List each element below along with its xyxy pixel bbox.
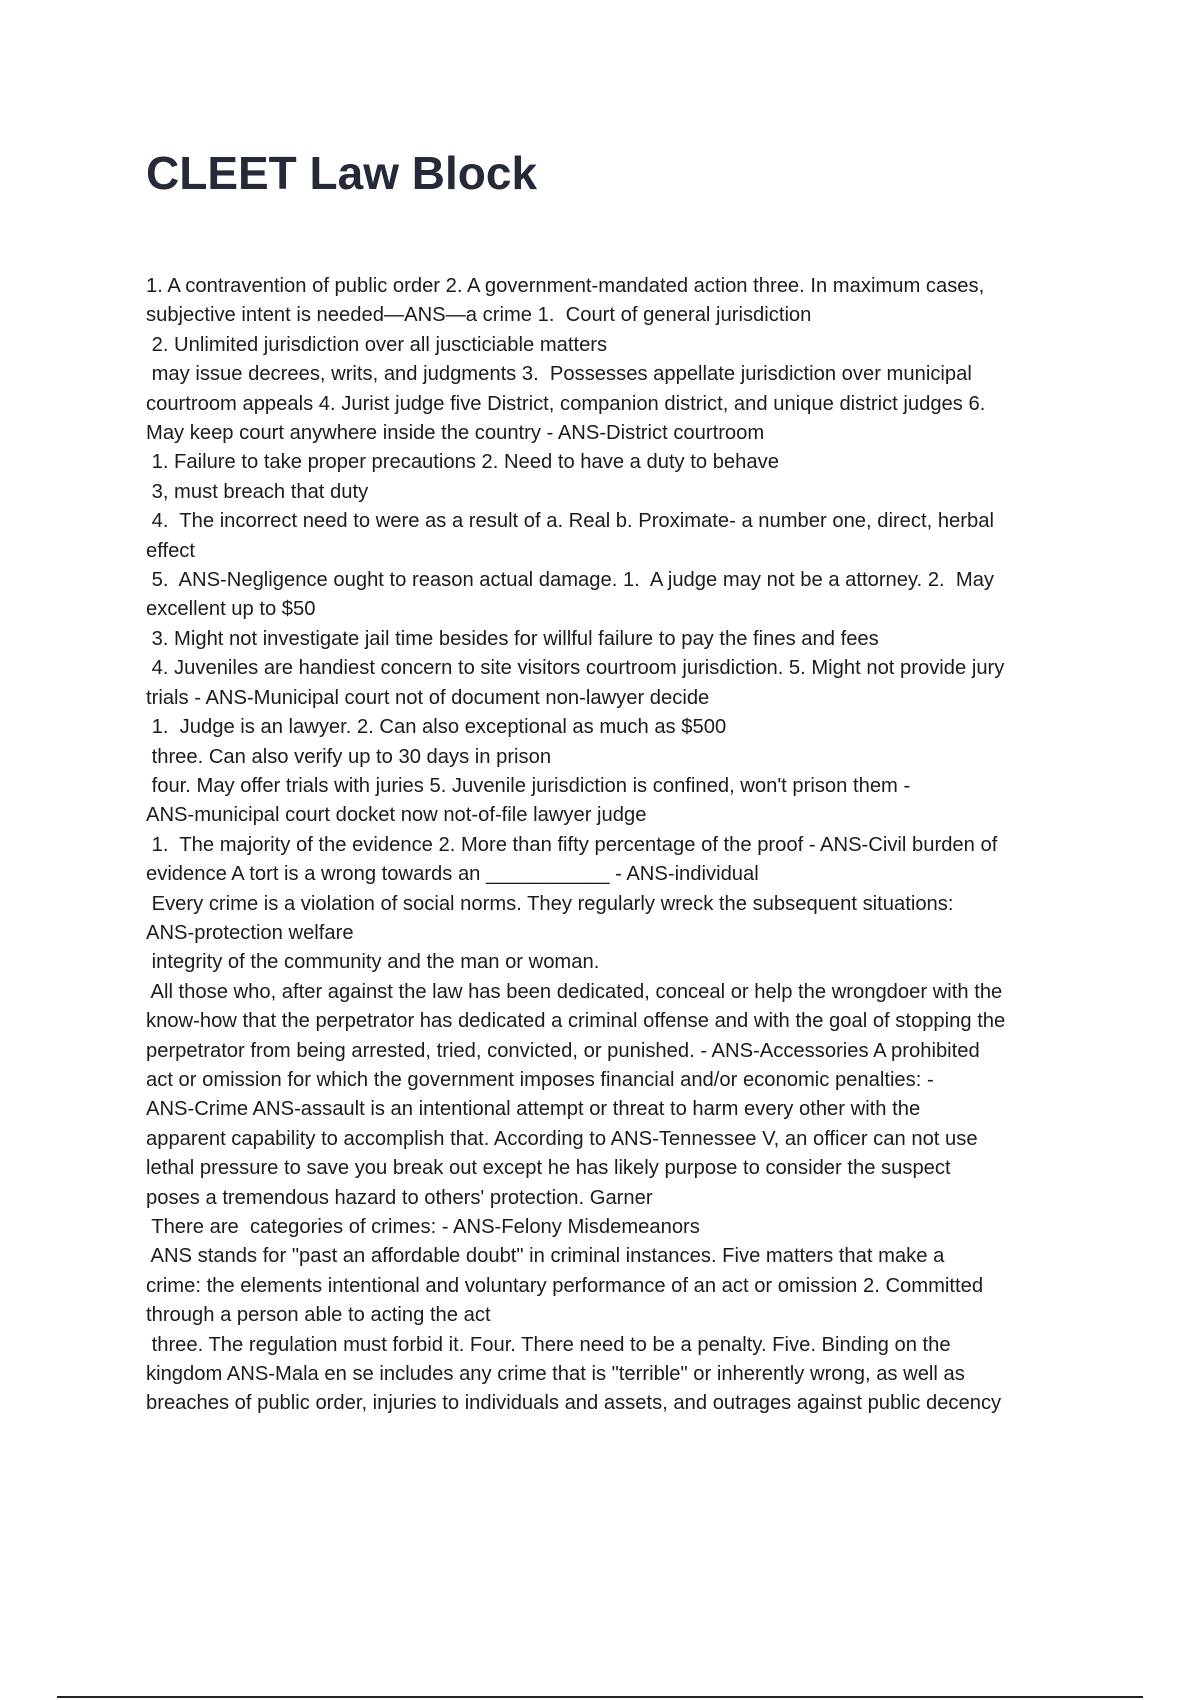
text-line: four. May offer trials with juries 5. Juvenile jurisdiction is confined, won't prison them - bbox=[146, 774, 911, 797]
document-body bbox=[146, 272, 1092, 1419]
text-line: All those who, after against the law has been dedicated, conceal or help the wrongdoer with the bbox=[146, 980, 1003, 1003]
text-line: 3. Might not investigate jail time besides for willful failure to pay the fines and fees bbox=[146, 627, 879, 650]
text-line: 5. ANS-Negligence ought to reason actual damage. 1. A judge may not be a attorney. 2. May bbox=[146, 569, 995, 592]
text-line: lethal pressure to save you break out except he has likely purpose to consider the suspect bbox=[146, 1157, 951, 1180]
text-line: three. Can also verify up to 30 days in prison bbox=[146, 745, 552, 768]
text-line: poses a tremendous hazard to others' protection. Garner bbox=[146, 1186, 653, 1209]
text-line: ANS stands for "past an affordable doubt" in criminal instances. Five matters that make a bbox=[146, 1245, 945, 1268]
text-line: ANS-Crime ANS-assault is an intentional attempt or threat to harm every other with the bbox=[146, 1098, 921, 1121]
text-line: crime: the elements intentional and voluntary performance of an act or omission 2. Committed bbox=[146, 1274, 984, 1297]
text-line: kingdom ANS-Mala en se includes any crime that is "terrible" or inherently wrong, as well as bbox=[146, 1363, 965, 1386]
text-line: 1. The majority of the evidence 2. More than fifty percentage of the proof - ANS-Civil burden of bbox=[146, 833, 998, 856]
page-title: CLEET Law Block bbox=[146, 147, 538, 199]
text-line: 4. The incorrect need to were as a result of a. Real b. Proximate- a number one, direct, herbal bbox=[146, 510, 994, 533]
text-line: through a person able to acting the act bbox=[146, 1304, 491, 1327]
text-line: may issue decrees, writs, and judgments 3. Possesses appellate jurisdiction over municipal bbox=[146, 363, 972, 386]
text-line: excellent up to $50 bbox=[146, 598, 316, 621]
text-line: integrity of the community and the man or woman. bbox=[146, 951, 600, 974]
footer-divider bbox=[57, 1696, 1143, 1698]
text-line: Every crime is a violation of social norms. They regularly wreck the subsequent situations: bbox=[146, 892, 954, 915]
text-line: There are categories of crimes: - ANS-Felony Misdemeanors bbox=[146, 1216, 700, 1238]
text-line: May keep court anywhere inside the country - ANS-District courtroom bbox=[146, 422, 765, 445]
text-line: 3, must breach that duty bbox=[146, 480, 369, 503]
text-line: know-how that the perpetrator has dedicated a criminal offense and with the goal of stopping the bbox=[146, 1010, 1006, 1033]
text-line: 1. Judge is an lawyer. 2. Can also exceptional as much as $500 bbox=[146, 716, 727, 739]
text-line: 4. Juveniles are handiest concern to site visitors courtroom jurisdiction. 5. Might not provide jury bbox=[146, 657, 1005, 680]
text-line: ANS-protection welfare bbox=[146, 921, 354, 944]
text-line: three. The regulation must forbid it. Four. There need to be a penalty. Five. Binding on the bbox=[146, 1333, 951, 1356]
text-line: apparent capability to accomplish that. According to ANS-Tennessee V, an officer can not use bbox=[146, 1127, 978, 1150]
text-line: ANS-municipal court docket now not-of-file lawyer judge bbox=[146, 804, 647, 827]
text-line: breaches of public order, injuries to individuals and assets, and outrages against public decency bbox=[146, 1392, 1002, 1415]
text-line: subjective intent is needed—ANS—a crime 1. Court of general jurisdiction bbox=[146, 304, 812, 327]
text-line: perpetrator from being arrested, tried, convicted, or punished. - ANS-Accessories A prohibited bbox=[146, 1039, 980, 1062]
text-line: 1. Failure to take proper precautions 2. Need to have a duty to behave bbox=[146, 451, 779, 474]
text-line: act or omission for which the government imposes financial and/or economic penalties: - bbox=[146, 1068, 934, 1091]
text-line: effect bbox=[146, 539, 196, 562]
text-line: courtroom appeals 4. Jurist judge five District, companion district, and unique district judges 6. bbox=[146, 392, 986, 415]
text-line: trials - ANS-Municipal court not of document non-lawyer decide bbox=[146, 686, 710, 709]
text-line: evidence A tort is a wrong towards an ___________ - ANS-individual bbox=[146, 863, 759, 886]
text-line: 1. A contravention of public order 2. A government-mandated action three. In maximum cases, bbox=[146, 275, 985, 297]
text-line: 2. Unlimited jurisdiction over all juscticiable matters bbox=[146, 333, 608, 356]
